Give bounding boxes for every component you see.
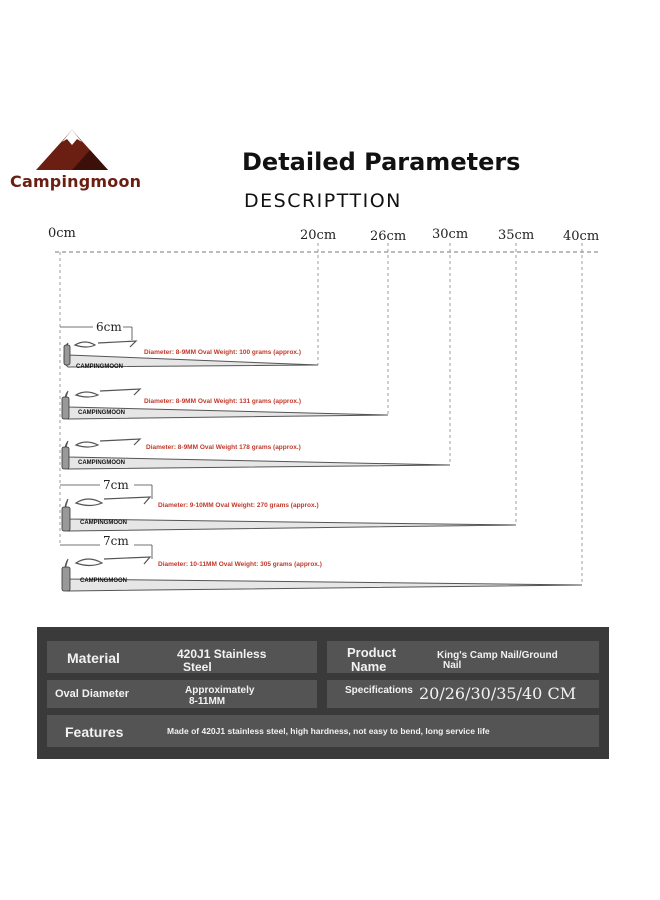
features-label: Features — [65, 724, 124, 740]
head-width-label: 6cm — [96, 320, 122, 334]
nail-spec: Diameter: 10-11MM Oval Weight: 305 grams (approx.) — [158, 561, 322, 568]
diameter-label: Oval Diameter — [55, 688, 129, 700]
nail-brand: CAMPINGMOON — [76, 364, 123, 370]
tick-label-35: 35cm — [498, 228, 535, 243]
tick-label-40: 40cm — [563, 229, 600, 244]
tick-label-0: 0cm — [48, 226, 76, 241]
tick-label-20: 20cm — [300, 228, 337, 243]
nail-spec: Diameter: 8-9MM Oval Weight: 131 grams (approx.) — [144, 398, 302, 405]
nail-40cm — [60, 533, 582, 591]
brand-name: Campingmoon — [10, 172, 142, 191]
nail-20cm — [60, 319, 318, 370]
product-value-line2: Nail — [443, 660, 462, 671]
nail-26cm — [62, 389, 388, 419]
mountain-logo-icon — [10, 128, 150, 174]
features-value: Made of 420J1 stainless steel, high hardness, not easy to bend, long service life — [167, 726, 490, 736]
product-name-cell — [327, 641, 599, 673]
nail-brand: CAMPINGMOON — [80, 578, 127, 584]
page-subtitle: DESCRIPTTION — [244, 190, 402, 212]
nail-brand: CAMPINGMOON — [80, 520, 127, 526]
nail-brand: CAMPINGMOON — [78, 410, 125, 416]
diameter-value-line1: Approximately — [185, 685, 255, 696]
diameter-value-line2: 8-11MM — [189, 696, 226, 707]
nail-35cm — [60, 477, 516, 531]
head-width-label: 7cm — [103, 534, 129, 548]
material-cell — [47, 641, 317, 673]
specifications-label: Specifications — [345, 685, 413, 696]
nail-spec: Diameter: 8-9MM Oval Weight: 100 grams (approx.) — [144, 349, 302, 356]
product-label-line2: Name — [351, 659, 387, 674]
nail-spec: Diameter: 8-9MM Oval Weight 178 grams (approx.) — [146, 444, 301, 451]
tick-label-30: 30cm — [432, 227, 469, 242]
material-value-line1: 420J1 Stainless — [177, 647, 267, 661]
specifications-cell — [327, 680, 599, 708]
nail-size-illustration — [0, 215, 660, 595]
material-label: Material — [67, 650, 120, 666]
material-value-line2: Steel — [183, 660, 212, 674]
nail-brand: CAMPINGMOON — [78, 460, 125, 466]
nail-30cm — [62, 439, 450, 469]
tick-label-26: 26cm — [370, 229, 407, 244]
specifications-value: 20/26/30/35/40 CM — [419, 684, 577, 703]
nail-spec: Diameter: 9-10MM Oval Weight: 270 grams (approx.) — [158, 502, 319, 509]
product-value-line1: King's Camp Nail/Ground — [437, 650, 558, 661]
page-title: Detailed Parameters — [242, 148, 521, 176]
specification-table — [37, 627, 609, 759]
oval-diameter-cell — [47, 680, 317, 708]
features-cell — [47, 715, 599, 747]
head-width-label: 7cm — [103, 478, 129, 492]
product-label-line1: Product — [347, 645, 397, 660]
